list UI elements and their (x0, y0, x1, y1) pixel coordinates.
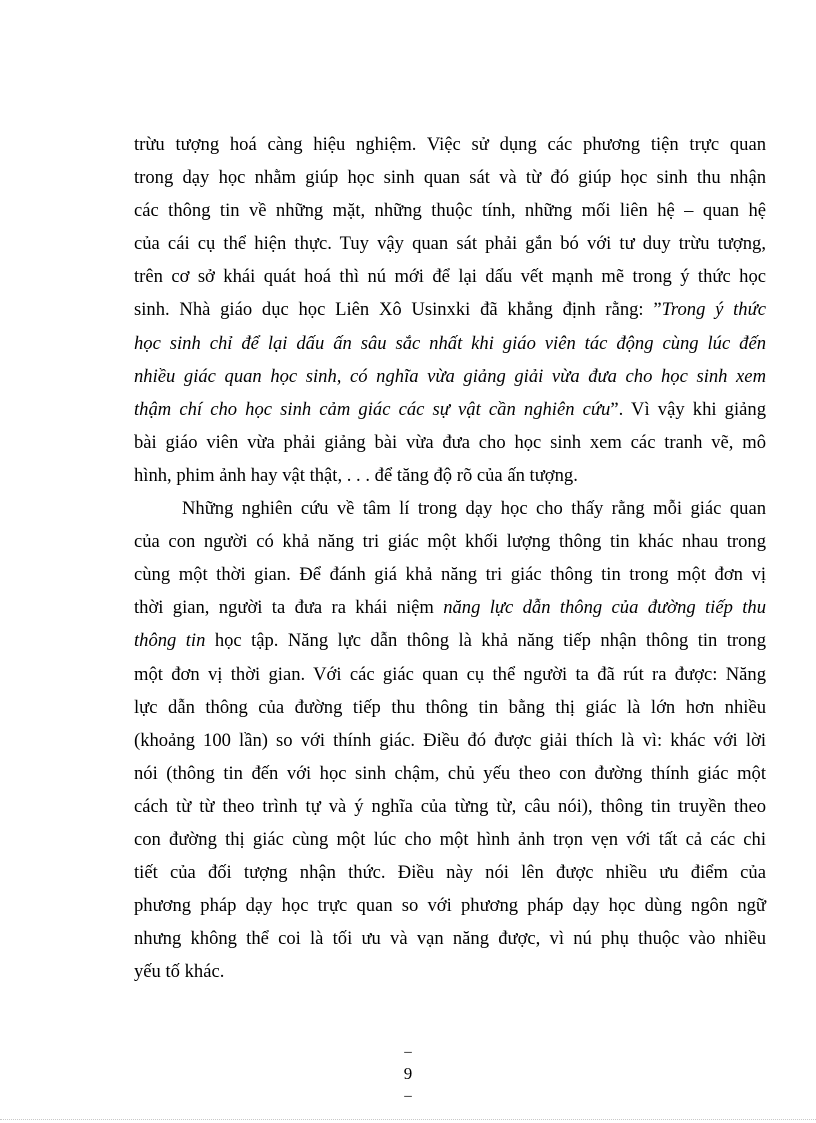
text-line: trừu tượng hoá càng hiệu nghiệm. Việc sử dụng các phương tiện trực quan (134, 134, 766, 155)
quote-text: Trong ý thức (661, 299, 766, 321)
text-line: nói (thông tin đến với học sinh chậm, chủ yếu theo con đường thính giác một (134, 762, 766, 784)
text-line-mixed (134, 591, 766, 624)
text-line: một đơn vị thời gian. Với các giác quan cụ thể người ta đã rút ra được: Năng (134, 663, 766, 685)
body-text (134, 128, 766, 988)
text-line: trong dạy học nhằm giúp học sinh quan sát và từ đó giúp học sinh thu nhận (134, 167, 766, 189)
text-line: phương pháp dạy học trực quan so với phương pháp dạy học dùng ngôn ngữ (134, 895, 766, 917)
text-line: hình, phim ảnh hay vật thật, . . . để tăng độ rõ của ấn tượng. (134, 464, 578, 486)
page-bottom-border (0, 1119, 816, 1120)
text-line: cùng một thời gian. Để đánh giá khả năng tri giác thông tin trong một đơn vị (134, 564, 766, 586)
quote-text: thậm chí cho học sinh cảm giác các sự vật cần nghiên cứu (134, 398, 611, 420)
text-run: ”. Vì vậy khi giảng (610, 398, 766, 420)
text-line: tiết của đối tượng nhận thức. Điều này nói lên được nhiều ưu điểm của (134, 862, 766, 884)
text-line: cách từ từ theo trình tự và ý nghĩa của từng từ, câu nói), thông tin truyền theo (134, 795, 766, 817)
paragraph-2 (134, 492, 766, 988)
text-line: các thông tin về những mặt, những thuộc tính, những mối liên hệ – quan hệ (134, 200, 766, 222)
quote-line: nhiều giác quan học sinh, có nghĩa vừa giảng giải vừa đưa cho học sinh xem (134, 365, 766, 387)
page-number-dash-bottom: – (404, 1088, 412, 1104)
term-text: năng lực dẫn thông của đường tiếp thu (443, 597, 766, 619)
text-line: lực dẫn thông của đường tiếp thu thông tin bằng thị giác là lớn hơn nhiều (134, 696, 766, 718)
page-footer (0, 1042, 816, 1106)
page-number-dash-top: – (404, 1044, 412, 1060)
text-line: Những nghiên cứu về tâm lí trong dạy học cho thấy rằng mỗi giác quan (182, 498, 766, 520)
text-line: của con người có khả năng tri giác một khối lượng thông tin khác nhau trong (134, 531, 766, 553)
text-line-mixed (134, 393, 766, 426)
text-line-mixed (134, 293, 766, 326)
text-line: trên cơ sở khái quát hoá thì nú mới để lại dấu vết mạnh mẽ trong ý thức học (134, 266, 766, 288)
text-run: sinh. Nhà giáo dục học Liên Xô Usinxki đã khẳng định rằng: ” (134, 299, 662, 321)
term-text: thông tin (134, 630, 206, 652)
text-line: con đường thị giác cùng một lúc cho một hình ảnh trọn vẹn với tất cả các chi (134, 828, 766, 850)
page-number: 9 (403, 1064, 413, 1083)
text-line: (khoảng 100 lần) so với thính giác. Điều đó được giải thích là vì: khác với lời (134, 729, 766, 751)
text-run: thời gian, người ta đưa ra khái niệm (134, 597, 444, 619)
text-run: học tập. Năng lực dẫn thông là khả năng tiếp nhận thông tin trong (205, 630, 766, 652)
paragraph-1 (134, 128, 766, 492)
text-line: bài giáo viên vừa phải giảng bài vừa đưa cho học sinh xem các tranh vẽ, mô (134, 431, 766, 453)
text-line: yếu tố khác. (134, 961, 225, 983)
quote-line: học sinh chỉ để lại dấu ấn sâu sắc nhất khi giáo viên tác động cùng lúc đến (134, 332, 766, 354)
text-line-mixed (134, 624, 766, 657)
text-line: của cái cụ thể hiện thực. Tuy vậy quan sát phải gắn bó với tư duy trừu tượng, (134, 233, 766, 255)
text-line: nhưng không thể coi là tối ưu và vạn năng được, vì nú phụ thuộc vào nhiều (134, 928, 766, 950)
